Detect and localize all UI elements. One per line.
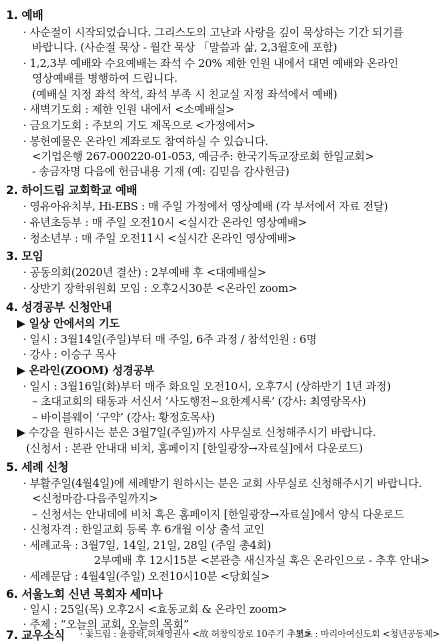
notice-line: · 공동의회(2020년 결산) : 2부예배 후 <대예배실> [23, 266, 267, 279]
notice-line: (예배실 지정 좌석 착석, 좌석 부족 시 친교실 지정 좌석에서 예배) [32, 88, 338, 101]
notice-line: · 새벽기도회 : 제한 인원 내에서 <소예배실> [23, 103, 235, 116]
notice-line: · 1,2,3부 예배와 수요예배는 좌석 수 20% 제한 인원 내에서 대면 예배와 온라인 [23, 57, 399, 70]
notice-line: · 영유아유치부, Hi-EBS : 매 주일 가정에서 영상예배 (각 부서에서 자료 전달) [23, 200, 388, 213]
notice-line: – 초대교회의 태동과 서신서 ‘사도행전~요한계시록’ (강사: 최영랑목사) [32, 395, 366, 408]
notice-line: · 천초 : 마리아여신도회 <청년공동체> [290, 630, 440, 640]
notice-line: · 유년초등부 : 매 주일 오전10시 <실시간 온라인 영상예배> [23, 216, 307, 229]
notice-line: · 상반기 장학위원회 모임 : 오후2시30분 <온라인 zoom> [23, 282, 298, 295]
section-title: 7. 교우소식 [6, 628, 65, 642]
notice-line: · 일시 : 25일(목) 오후2시 <효동교회 & 온라인 zoom> [23, 603, 288, 616]
notice-line: · 주제 : “오늘의 교회, 오늘의 목회” [23, 618, 189, 631]
notice-line: · 봉헌예물은 온라인 계좌로도 참여하실 수 있습니다. [23, 135, 269, 148]
notice-line: <기업은행 267-000220-01-053, 예금주: 한국기독교장로회 한일교회> [32, 150, 374, 163]
notice-line: – 바이블웨이 ‘구약’ (강사: 황정호목사) [32, 411, 215, 424]
notice-line: – 신청서는 안내데에 비치 혹은 홈페이지 [한일광장→자료실]에서 양식 다운로드 [32, 508, 405, 521]
notice-line: · 사순절이 시작되었습니다. 그리스도의 고난과 사랑을 깊이 묵상하는 기간 되기를 [23, 26, 404, 39]
notice-line: · 세례문답 : 4월4일(주일) 오전10시10분 <당회실> [23, 570, 270, 583]
notice-line: 2부예배 후 12시15분 <본관층 새신자실 혹은 온라인으로 - 추후 안내> [94, 554, 430, 567]
notice-line: ▶ 수강을 원하시는 분은 3월7일(주일)까지 사무실로 신청해주시기 바랍니다. [17, 426, 376, 439]
section-title: 4. 성경공부 신청안내 [6, 300, 112, 314]
notice-line: · 금요기도회 : 주보의 기도 제목으로 <가정에서> [23, 119, 256, 132]
notice-line: <신청마감-다음주일까지> [32, 492, 158, 505]
notice-line: · 일시 : 3월16일(화)부터 매주 화요일 오전10시, 오후7시 (상하반기 1년 과정) [23, 380, 391, 393]
subsection-title: ▶ 일상 안에서의 기도 [17, 317, 120, 330]
section-title: 3. 모임 [6, 249, 44, 263]
notice-line: · 꽃드림 : 윤광락,허재영권사 <故 허창익장로 10주기 추모> [80, 630, 312, 640]
notice-line: · 청소년부 : 매 주일 오전11시 <실시간 온라인 영상예배> [23, 232, 297, 245]
notice-line: · 강사 : 이승구 목사 [23, 348, 116, 361]
notice-line: · 신청자격 : 한일교회 등록 후 6개월 이상 출석 교인 [23, 523, 265, 536]
subsection-title: ▶ 온라인(ZOOM) 성경공부 [17, 364, 155, 377]
section-title: 1. 예배 [6, 8, 44, 22]
notice-line: (신청서 : 본관 안내대 비치, 홈페이지 [한일광장→자료실]에서 다운로드) [26, 442, 363, 455]
notice-line: · 세례교육 : 3월7일, 14일, 21일, 28일 (주일 총4회) [23, 539, 271, 552]
section-title: 2. 하이드림 교회학교 예배 [6, 183, 137, 197]
section-title: 6. 서울노회 신년 목회자 세미나 [6, 587, 163, 601]
notice-line: 영상예배를 병행하여 드립니다. [32, 72, 178, 85]
notice-line: · 부활주일(4월4일)에 세례받기 원하시는 분은 교회 사무실로 신청해주시기 바랍니다. [23, 477, 422, 490]
notice-line: · 일시 : 3월14일(주일)부터 매 주일, 6주 과정 / 참석인원 : 6명 [23, 333, 317, 346]
notice-line: 바랍니다. (사순절 묵상 - 월간 묵상 「말씀과 삶, 2,3월호에 포함) [32, 41, 338, 54]
notice-line: - 송금자명 다음에 헌금내용 기재 (예: 김믿음 감사헌금) [32, 165, 290, 178]
section-title: 5. 세례 신청 [6, 460, 69, 474]
